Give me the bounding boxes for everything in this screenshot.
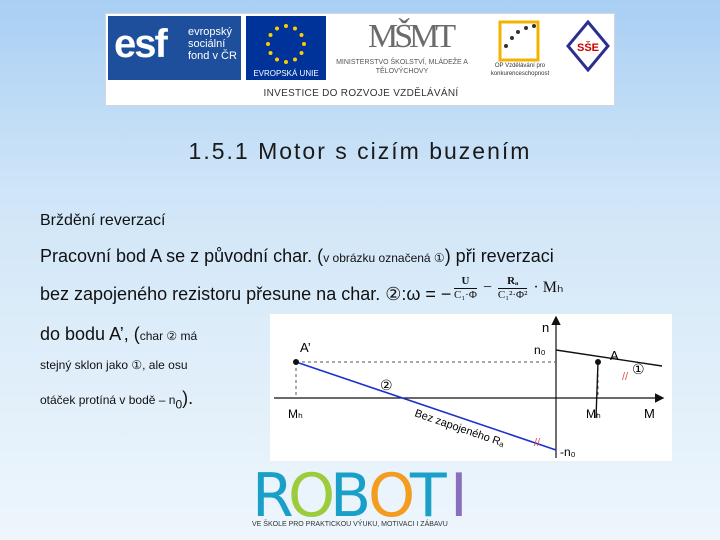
esf-word: esf [114, 22, 166, 66]
minus-n0-label: -n₀ [560, 445, 576, 459]
msmt-text: MINISTERSTVO ŠKOLSTVÍ, MLÁDEŽE A TĚLOVÝCHOVY [336, 59, 468, 75]
esf-line: evropský [188, 26, 233, 38]
page-title: 1.5.1 Motor s cizím buzením [188, 138, 532, 164]
msmt-logo: MŠMT [368, 18, 453, 55]
roboti-letter-o1: O [288, 462, 336, 522]
fraction-1-den: C₁·Φ [454, 289, 477, 301]
fraction-2-num: Rₐ [498, 275, 527, 289]
m-axis-label: M [644, 406, 655, 421]
roboti-tagline: VE ŠKOLE PRO PRAKTICKOU VÝUKU, MOTIVACI I ZÁBAVU [252, 521, 448, 528]
text-line-5 [40, 388, 193, 412]
fraction-2 [498, 275, 527, 302]
point-a-prime-label: A’ [300, 340, 311, 355]
braking-formula [452, 275, 563, 302]
point-a-label: A [610, 348, 619, 363]
n-axis-label: n [542, 320, 550, 335]
mh-left-label: Mₕ [288, 407, 303, 421]
investice-caption: INVESTICE DO ROZVOJE VZDĚLÁVÁNÍ [263, 88, 459, 99]
text-line-1-pre: Pracovní bod A se z původní char. ( [40, 246, 324, 266]
characteristic-2 [296, 362, 556, 450]
formula-tail: · Mₕ [533, 279, 564, 297]
esf-logo [108, 16, 241, 80]
point-a-dot [595, 359, 601, 365]
text-line-4: stejný sklon jako ①, ale osu [40, 358, 188, 372]
op-text: OP Vzdělávání pro konkurenceschopnost [490, 63, 550, 77]
text-line-3-pre: do bodu A’, ( [40, 324, 140, 344]
text-line-1-post: ) při reverzaci [444, 246, 554, 266]
roboti-letter-r: R [252, 462, 294, 522]
fraction-1 [454, 275, 477, 302]
hatch-mark-1: // [622, 371, 629, 383]
roboti-letter-t: T [410, 462, 447, 522]
n0-label: n₀ [534, 343, 546, 357]
text-line-5-sub: 0 [175, 397, 183, 412]
roboti-logo-icon [252, 462, 472, 522]
section-subtitle: Brždění reverzací [40, 212, 166, 229]
text-line-5-small: otáček protíná v bodě – n [40, 393, 176, 407]
esf-text [188, 26, 237, 62]
characteristic-2-marker: ② [380, 378, 393, 394]
formula-minus: − [482, 279, 492, 297]
text-line-3-small: char ② má [139, 329, 198, 343]
text-line-1 [40, 246, 554, 267]
text-line-1-small: v obrázku označená ① [323, 251, 445, 265]
characteristic-1 [556, 350, 662, 366]
text-line-2: bez zapojeného rezistoru přesune na char. ②:ω = − [40, 284, 452, 304]
characteristic-2-label: Bez zapojeného Rₐ [413, 407, 506, 450]
fraction-2-den: C₁²·Φ² [497, 289, 528, 301]
esf-line: sociální [188, 38, 226, 50]
roboti-letter-o2: O [368, 462, 416, 522]
mh-right-label: Mₕ [586, 407, 601, 421]
sse-mark: SŠE [576, 42, 600, 54]
roboti-letter-b: B [330, 462, 372, 522]
roboti-letter-i: I [450, 462, 468, 522]
fraction-1-num: U [454, 275, 477, 289]
logo-strip [105, 13, 615, 106]
speed-torque-diagram [270, 314, 672, 461]
text-line-5-end: ). [182, 388, 194, 408]
esf-line: fond v ČR [188, 50, 237, 62]
characteristic-1-marker: ① [632, 362, 645, 378]
sse-logo-icon [566, 20, 610, 72]
text-line-3 [40, 324, 197, 345]
eu-caption: EVROPSKÁ UNIE [246, 68, 326, 80]
hatch-mark-2: // [534, 437, 541, 449]
point-a-prime-dot [293, 359, 299, 365]
